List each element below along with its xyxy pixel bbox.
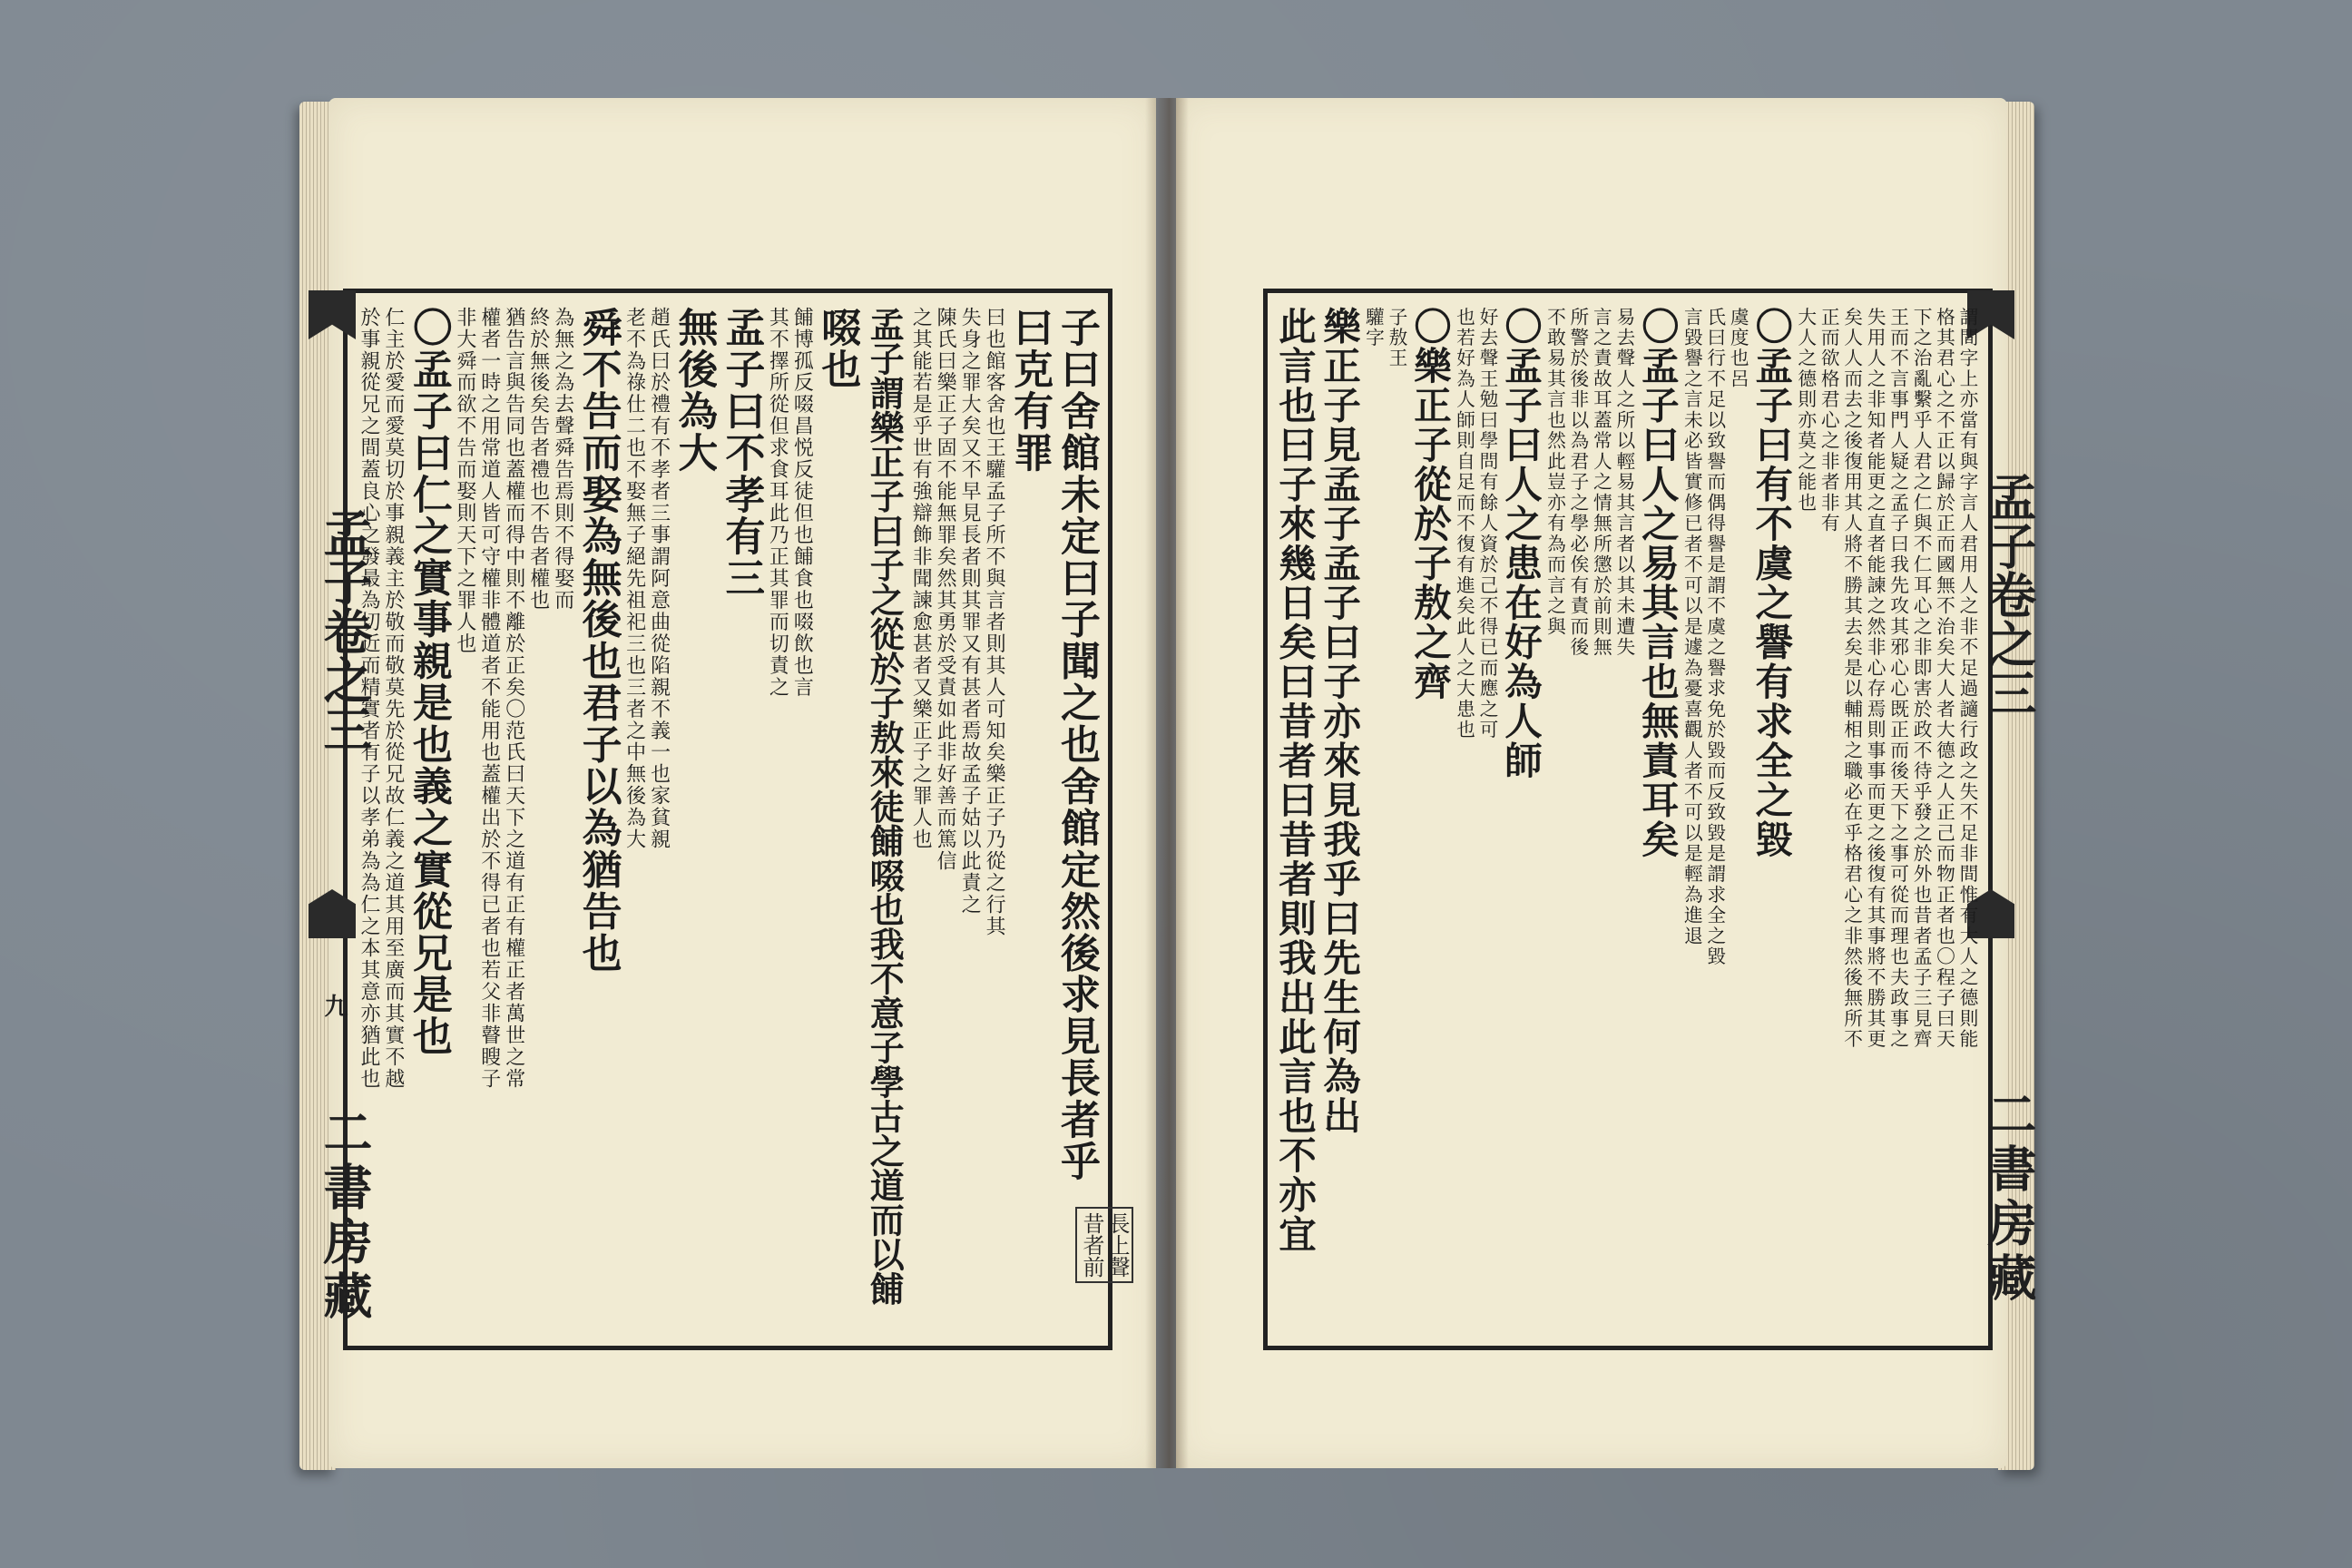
commentary-column: 子敖王 [1385,307,1407,369]
commentary-column: 仁主於愛而愛莫切於事親義主於敬而敬莫先於從兄故仁義之道其用至廣而其實不越 [381,307,405,1090]
main-text-column: 孟子曰不孝有三 [718,307,765,599]
right-fold-title: 孟子卷之三 [1980,472,2038,717]
main-text-column: 啜也 [814,307,861,390]
commentary-column: 終於無後矣告者禮也不告者權也 [526,307,550,612]
commentary-column: 好去聲王勉曰學問有餘人資於己不得已而應之可 [1475,307,1498,740]
commentary-column: 驩字 [1362,307,1385,348]
main-text-column: 〇孟子曰人之易其言也無責耳矣 [1634,307,1680,859]
commentary-column: 下之治亂繫乎人君之仁與不仁耳心之非即害於政不待乎發之於外也昔者孟子三見齊 [1910,307,1933,1050]
main-text-column: 舜不告而娶為無後也君子以為猶告也 [574,307,622,975]
main-text-column: 〇孟子曰人之患在好為人師 [1497,307,1543,780]
commentary-column: 言之責故耳蓋常人之情無所懲於前則無 [1590,307,1612,658]
main-text-column: 〇孟子曰有不虞之譽有求全之毀 [1749,307,1794,859]
main-text-column: 孟子謂樂正子曰子之從於子敖來徒餔啜也我不意子學古之道而以餔 [864,307,906,1306]
right-fold-series: 二書房藏 [1980,1089,2038,1307]
commentary-column: 虞度也呂 [1727,307,1749,389]
commentary-column: 非大舜而欲不告而娶則天下之罪人也 [453,307,476,655]
commentary-column: 也若好為人師則自足而不復有進矣此人之大患也 [1453,307,1475,740]
commentary-column: 餔博孤反啜昌悦反徒但也餔食也啜飲也言 [790,307,814,699]
left-fold-series: 二書房藏 [316,1107,374,1325]
commentary-column: 謂間字上亦當有與字言人君用人之非不足過讁行政之失不足非間惟有大人之德則能 [1955,307,1978,1050]
main-text-column: 此言也曰子來幾日矣曰昔者曰昔者則我出此言也不亦宜 [1272,307,1318,1254]
commentary-column: 趙氏曰於禮有不孝者三事謂阿意曲從陷親不義一也家貧親 [647,307,671,851]
left-fold-title: 孟子卷之三 [316,508,374,753]
commentary-column: 之其能若是乎世有強辯飾非聞諫愈甚者又樂正子之罪人也 [909,307,933,851]
book-gutter [1145,98,1189,1468]
commentary-column: 正而欲格君心之非者非有 [1818,307,1840,534]
left-fold-page-number: 九 [320,994,348,1017]
main-text-column: 樂正子見孟子孟子曰子亦來見我乎曰先生何為出 [1317,307,1362,1136]
main-text-column: 〇孟子曰仁之實事親是也義之實從兄是也 [405,307,452,1057]
commentary-column: 失用人之非知者能更之直者能諫之然非心存焉則事事而更之後復有其事將不勝其更 [1864,307,1886,1050]
commentary-column: 所警於後非以為君子之學必俟有責而後 [1566,307,1589,658]
header-note-line-1: 長上聲 [1104,1212,1130,1278]
main-text-column: 子曰舍館未定曰子聞之也舍館定然後求見長者乎 [1053,307,1100,1182]
commentary-column: 易去聲人之所以輕易其言者以其未遭失 [1612,307,1635,658]
commentary-column: 曰也館客舍也王驩孟子所不與言者則其人可知矣樂正子乃從之行其 [983,307,1006,938]
main-text-column: 〇樂正子從於子敖之齊 [1407,307,1453,701]
commentary-column: 於事親從兄之間蓋良心之發最為切近而精實者有子以孝弟為為仁之本其意亦猶此也 [357,307,380,1090]
commentary-column: 格其君心之不正以歸於正而國無不治矣大人者大德之人正己而物正者也〇程子曰天 [1933,307,1955,1050]
commentary-column: 為無之為去聲舜告焉則不得娶而 [551,307,574,612]
commentary-column: 王而不言事門人疑之孟子曰我先攻其邪心心既正而後天下之事可從而理也夫政事之 [1886,307,1909,1050]
commentary-column: 權者一時之用常道人皆可守權非體道者不能用也蓋權出於不得已者也若父非瞽瞍子 [477,307,501,1090]
main-text-column: 無後為大 [671,307,718,474]
commentary-column: 不敢易其言也然此豈亦有為而言之與 [1544,307,1566,637]
commentary-column: 其不擇所從但求食耳此乃正其罪而切責之 [766,307,789,699]
commentary-column: 氏曰行不足以致譽而偶得譽是謂不虞之譽求免於毀而反致毀是謂求全之毀 [1703,307,1726,967]
commentary-column: 猶告言與告同也蓋權而得中則不離於正矣〇范氏曰天下之道有正有權正者萬世之常 [502,307,525,1090]
commentary-column: 老不為祿仕二也不娶無子絕先祖祀三也三者之中無後為大 [622,307,646,851]
commentary-column: 矣人人而去之後復用其人將不勝其去矣是以輔相之職必在乎格君心之非然後無所不 [1840,307,1863,1050]
header-note-line-2: 昔者前 [1079,1212,1104,1278]
commentary-column: 言毀譽之言未必皆實修已者不可以是遽為憂喜觀人者不可以是輕為進退 [1681,307,1703,946]
commentary-column: 陳氏曰樂正子固不能無罪矣然其勇於受責如此非好善而篤信 [934,307,957,873]
commentary-column: 大人之德則亦莫之能也 [1794,307,1817,514]
main-text-column: 曰克有罪 [1006,307,1054,474]
commentary-column: 失身之罪大矣又不早見長者則其罪又有甚者焉故孟子姑以此責之 [958,307,982,916]
